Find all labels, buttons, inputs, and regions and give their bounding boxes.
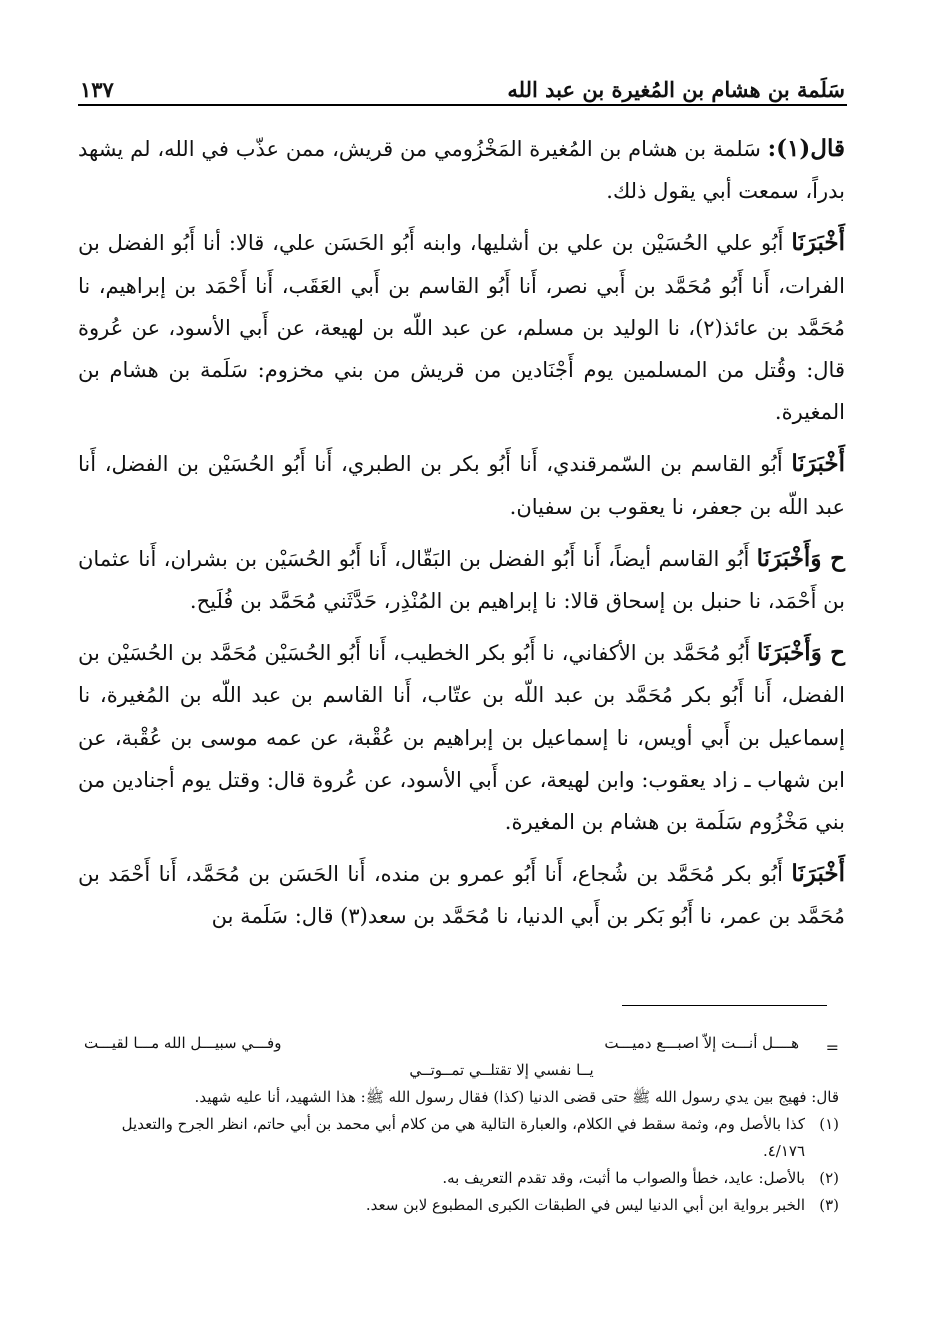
paragraph bbox=[78, 632, 845, 843]
running-header bbox=[80, 64, 845, 102]
footnote bbox=[84, 1165, 839, 1192]
running-title: سَلَمة بن هشام بن المُغيرة بن عبد الله bbox=[507, 77, 845, 102]
paragraph-body: أَبُو علي الحُسَيْن بن علي بن أشليها، وابنه أَبُو الحَسَن علي، قالا: أنا أَبُو الفضل بن الفرات، أَنا أَبُو مُحَمَّد بن أَبي نصر، أَنا أَبُو القاسم بن أَبي العَقَب، أَنا أَحْمَد بن إبراهيم، نا مُحَمَّد بن عائذ(٢)، نا الوليد بن مسلم، عن عبد اللّه بن لهيعة، عن أَبي الأسود، عن عُروة قال: وقُتل من المسلمين يوم أَجْنَادين من قريش من بني مخزوم: سَلَمة بن هشام بن المغيرة. bbox=[78, 231, 846, 425]
paragraph-body: أَبُو القاسم أيضاً، أَنا أَبُو الفضل بن البَقّال، أَنا أَبُو الحُسَيْن بن بشران، أَنا عثمان بن أَحْمَد، نا حنبل بن إسحاق قالا: نا إبراهيم بن المُنْذِر، حَدَّثَني مُحَمَّد بن فُلَيح. bbox=[78, 546, 845, 614]
paragraph bbox=[78, 128, 845, 212]
verse-hemistich-right: هــــل أنـــت إلاّ اصبـــع دميـــت bbox=[604, 1034, 799, 1052]
paragraph-lead: ح وَأَخْبَرَنَا bbox=[756, 544, 845, 572]
footnote-text: كذا بالأصل وم، وثمة سقط في الكلام، والعبارة التالية هي من كلام أبي محمد بن أبي حاتم، انظر الجرح والتعديل ٤/١٧٦. bbox=[121, 1115, 805, 1160]
footnote-number: (١) bbox=[819, 1115, 839, 1133]
footnote-number: (٢) bbox=[819, 1169, 839, 1187]
verse-hemistich-left: وفـــي سبيـــل الله مـــا لقيـــت bbox=[84, 1034, 282, 1052]
paragraph-lead: أَخْبَرَنَا bbox=[791, 229, 845, 257]
paragraph bbox=[78, 538, 845, 622]
paragraph-lead: أَخْبَرَنَا bbox=[791, 450, 845, 478]
continuation-mark: = bbox=[825, 1038, 839, 1057]
paragraph-body: أَبُو بكر مُحَمَّد بن شُجاع، أَنا أَبُو عمرو بن منده، أَنا الحَسَن بن مُحَمَّد، أَنا أَحْمَد بن مُحَمَّد بن عمر، نا أَبُو بَكر بن أَبي الدنيا، نا مُحَمَّد بن سعد(٣) قال: سَلَمة بن bbox=[78, 862, 845, 929]
note-continuation: قال: فهيج بين يدي رسول الله ﷺ حتى قضى الدنيا (كذا) فقال رسول الله ﷺ: هذا الشهيد، أنا عليه شهيد. bbox=[194, 1088, 839, 1106]
paragraph-body: أَبُو القاسم بن السّمرقندي، أَنا أَبُو بكر بن الطبري، أَنا أَبُو الحُسَيْن بن الفضل، أَنا عبد اللّه بن جعفر، نا يعقوب بن سفيان. bbox=[78, 452, 845, 519]
paragraph-body: أَبُو مُحَمَّد بن الأكفاني، نا أَبُو بكر الخطيب، أَنا أَبُو الحُسَيْن مُحَمَّد بن الحُسَيْن بن الفضل، أَنا أَبُو بكر مُحَمَّد بن عبد اللّه بن عتّاب، أَنا القاسم بن عبد اللّه بن المُغيرة، نا إسماعيل بن أَبي أويس، نا إسماعيل بن إبراهيم بن عُقْبة، عن عمه موسى بن عُقْبة، عن ابن شهاب ـ زاد يعقوب: وابن لهيعة، عن أَبي الأسود، عن عُروة قال: وقتل يوم أجنادين من بني مَخْزُوم سَلَمة بن هشام بن المغيرة. bbox=[78, 641, 845, 835]
footnote-rule bbox=[622, 1005, 827, 1006]
page-number: ١٣٧ bbox=[80, 77, 114, 102]
footnote-text: الخبر برواية ابن أبي الدنيا ليس في الطبقات الكبرى المطبوع لابن سعد. bbox=[365, 1196, 805, 1214]
header-rule bbox=[78, 104, 847, 106]
footnote bbox=[84, 1192, 839, 1219]
paragraph-lead: ح وَأَخْبَرَنَا bbox=[757, 639, 845, 667]
paragraph-body: سَلمة بن هشام بن المُغيرة المَخْزُومي من قريش، ممن عذّب في الله، لم يشهد بدراً، سمعت أبي يقول ذلك. bbox=[78, 137, 845, 204]
verse-line-2: يــا نفسي إلا تقتلــي تمــوتــي bbox=[409, 1061, 594, 1079]
footnotes-area bbox=[84, 1030, 839, 1219]
footnote bbox=[84, 1111, 839, 1165]
paragraph-lead: أَخْبَرَنَا bbox=[791, 860, 845, 888]
main-text bbox=[78, 128, 845, 948]
footnote-number: (٣) bbox=[819, 1196, 839, 1214]
footnote-text: بالأصل: عايد، خطأ والصواب ما أثبت، وقد تقدم التعريف به. bbox=[442, 1169, 805, 1187]
verse-block bbox=[84, 1030, 839, 1084]
paragraph bbox=[78, 443, 845, 527]
paragraph bbox=[78, 853, 845, 937]
paragraph bbox=[78, 222, 845, 433]
paragraph-lead: قال(١): bbox=[767, 135, 845, 162]
verse-line bbox=[84, 1030, 799, 1057]
